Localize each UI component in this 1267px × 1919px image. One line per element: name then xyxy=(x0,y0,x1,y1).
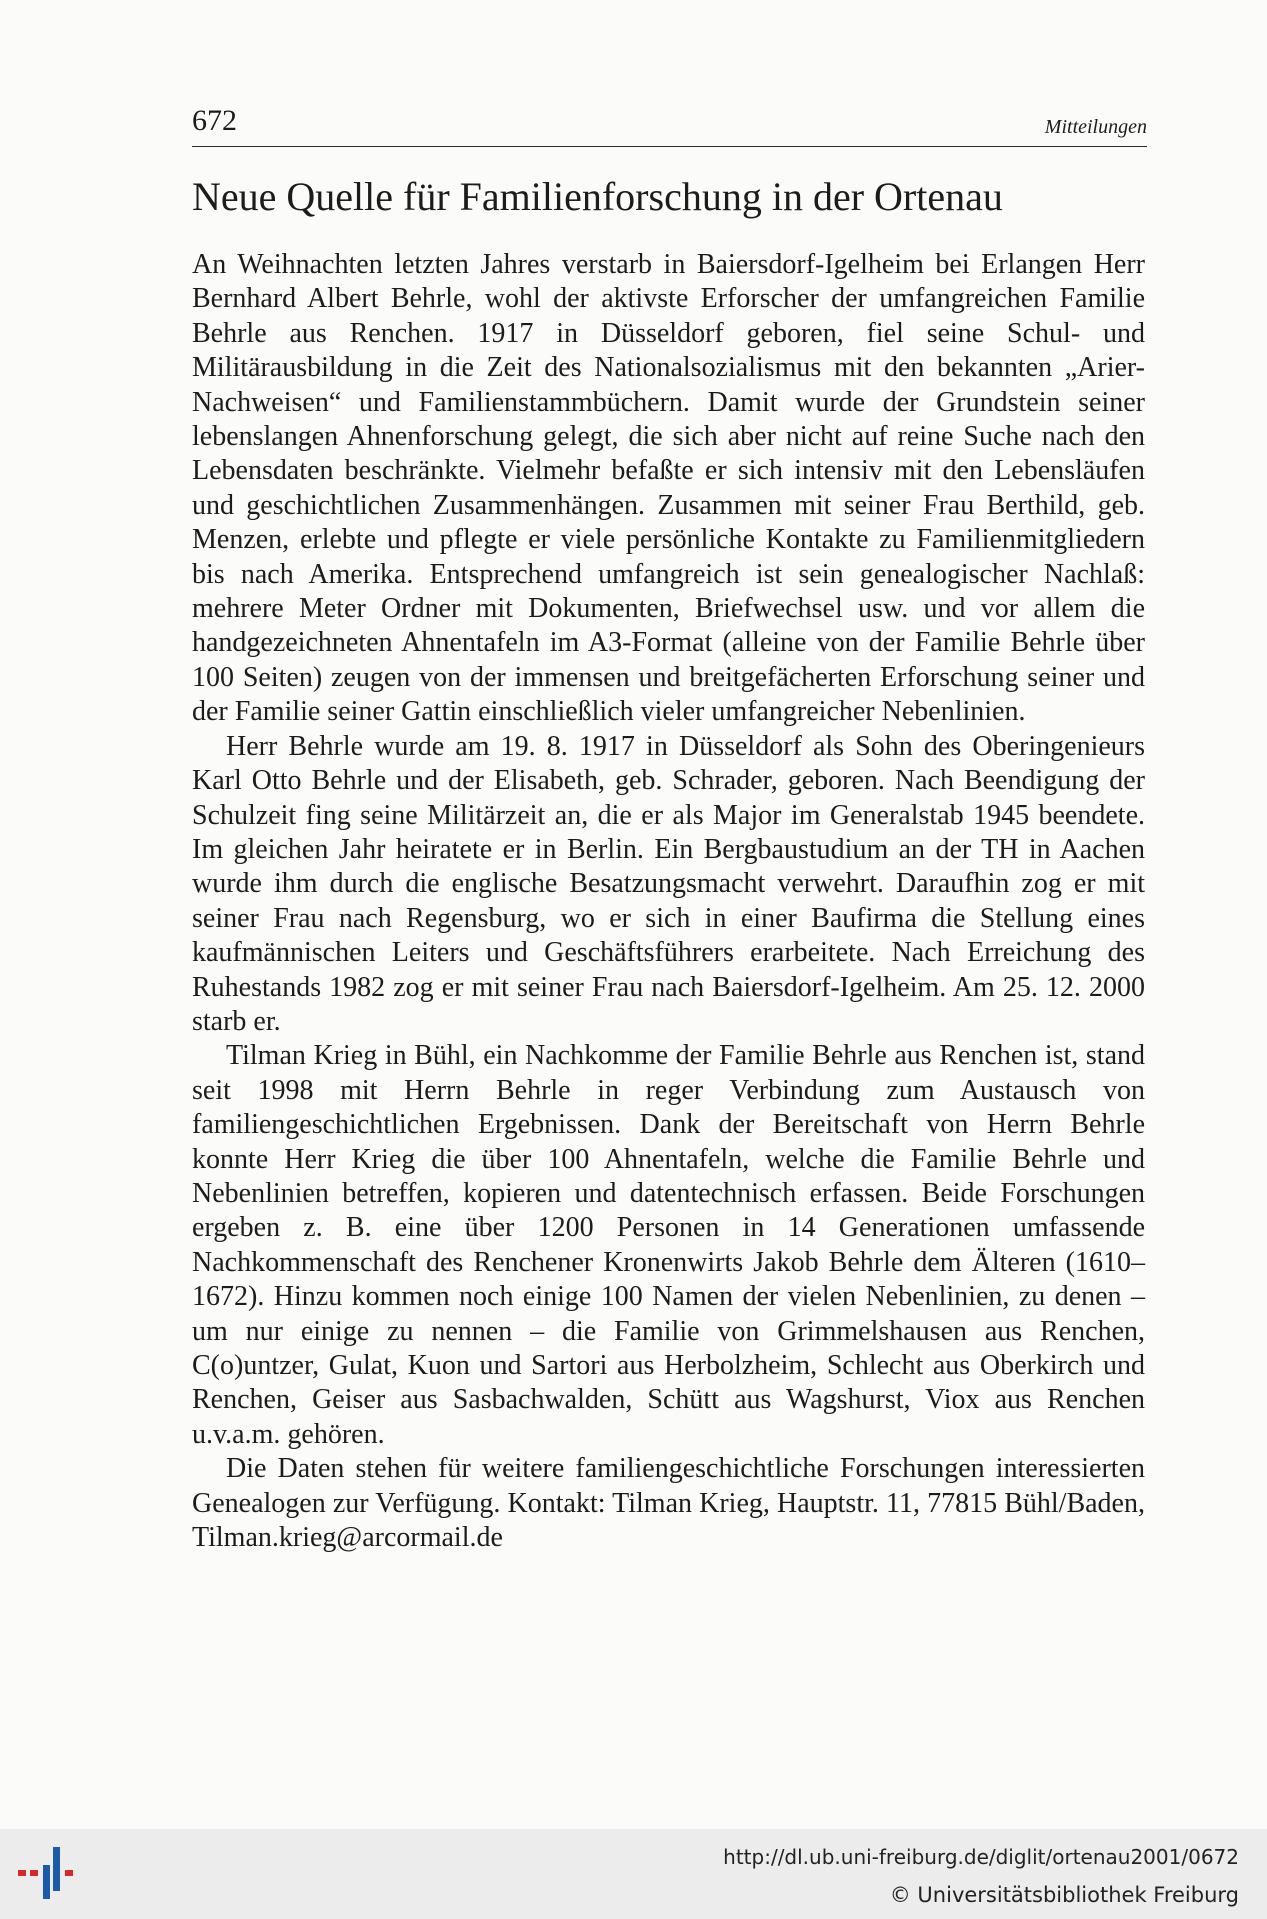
footer-copyright: © Universitätsbibliothek Freiburg xyxy=(889,1883,1239,1907)
page-number: 672 xyxy=(192,104,237,137)
paragraph: An Weihnachten letzten Jahres verstarb in Baiersdorf-Igelheim bei Erlangen Herr Bernhard Albert Behrle, wohl der aktivste Erforscher der umfangreichen Familie Behrle aus Renchen. 1917 in Düsseldorf geboren, fiel seine Schul- und Militärausbildung in die Zeit des Nationalsozialismus mit den bekannten „Arier-Nachweisen“ und Familienstammbüchern. Damit wurde der Grundstein seiner lebenslangen Ahnenforschung gelegt, die sich aber nicht auf reine Suche nach den Lebensdaten beschränkte. Vielmehr befaßte er sich intensiv mit den Lebensläufen und geschichtlichen Zusammenhängen. Zusammen mit seiner Frau Berthild, geb. Menzen, erlebte und pflegte er viele persönliche Kontakte zu Familienmitgliedern bis nach Amerika. Entsprechend umfangreich ist sein genealogischer Nachlaß: mehrere Meter Ordner mit Dokumenten, Briefwechsel usw. und vor allem die handgezeichneten Ahnentafeln im A3-Format (alleine von der Familie Behrle über 100 Seiten) zeugen von der immensen und breitgefächerten Erforschung seiner und der Familie seiner Gattin einschließlich vieler umfangreicher Nebenlinien. xyxy=(192,249,1145,728)
ub-freiburg-logo-icon xyxy=(16,1845,80,1903)
paragraph: Herr Behrle wurde am 19. 8. 1917 in Düsseldorf als Sohn des Oberingenieurs Karl Otto Behrle und der Elisabeth, geb. Schrader, geboren. Nach Beendigung der Schulzeit fing seine Militärzeit an, die er als Major im Generalstab 1945 beendete. Im gleichen Jahr heiratete er in Berlin. Ein Bergbaustudium an der TH in Aachen wurde ihm durch die englische Besatzungsmacht verwehrt. Daraufhin zog er mit seiner Frau nach Regensburg, wo er sich in einer Baufirma die Stellung eines kaufmännischen Leiters und Geschäftsführers erarbeitete. Nach Erreichung des Ruhestands 1982 zog er mit seiner Frau nach Baiersdorf-Igelheim. Am 25. 12. 2000 starb er. xyxy=(192,730,1145,1037)
page-header xyxy=(192,104,1147,147)
footer-permalink[interactable]: http://dl.ub.uni-freiburg.de/diglit/ortenau2001/0672 xyxy=(723,1845,1239,1869)
running-head: Mitteilungen xyxy=(1044,116,1147,138)
paragraph: Die Daten stehen für weitere familiengeschichtliche Forschungen interessierten Genealogen zur Verfügung. Kontakt: Tilman Krieg, Hauptstr. 11, 77815 Bühl/Baden, Tilman.krieg@arcormail.de xyxy=(192,1453,1145,1554)
article-title: Neue Quelle für Familienforschung in der Ortenau xyxy=(192,174,1003,219)
article-body xyxy=(192,248,1145,1555)
paragraph: Tilman Krieg in Bühl, ein Nachkomme der Familie Behrle aus Renchen ist, stand seit 1998 mit Herrn Behrle in reger Verbindung zum Austausch von familiengeschichtlichen Ergebnissen. Dank der Bereitschaft von Herrn Behrle konnte Herr Krieg die über 100 Ahnentafeln, welche die Familie Behrle und Nebenlinien betreffen, kopieren und datentechnisch erfassen. Beide Forschungen ergeben z. B. eine über 1200 Personen in 14 Generationen umfassende Nachkommenschaft des Renchener Kronenwirts Jakob Behrle dem Älteren (1610–1672). Hinzu kommen noch einige 100 Namen der vielen Nebenlinien, zu denen – um nur einige zu nennen – die Familie von Grimmelshausen aus Renchen, C(o)untzer, Gulat, Kuon und Sartori aus Herbolzheim, Schlecht aus Oberkirch und Renchen, Geiser aus Sasbachwalden, Schütt aus Wagshurst, Viox aus Renchen u.v.a.m. gehören. xyxy=(192,1040,1145,1450)
viewer-footer xyxy=(0,1829,1267,1919)
